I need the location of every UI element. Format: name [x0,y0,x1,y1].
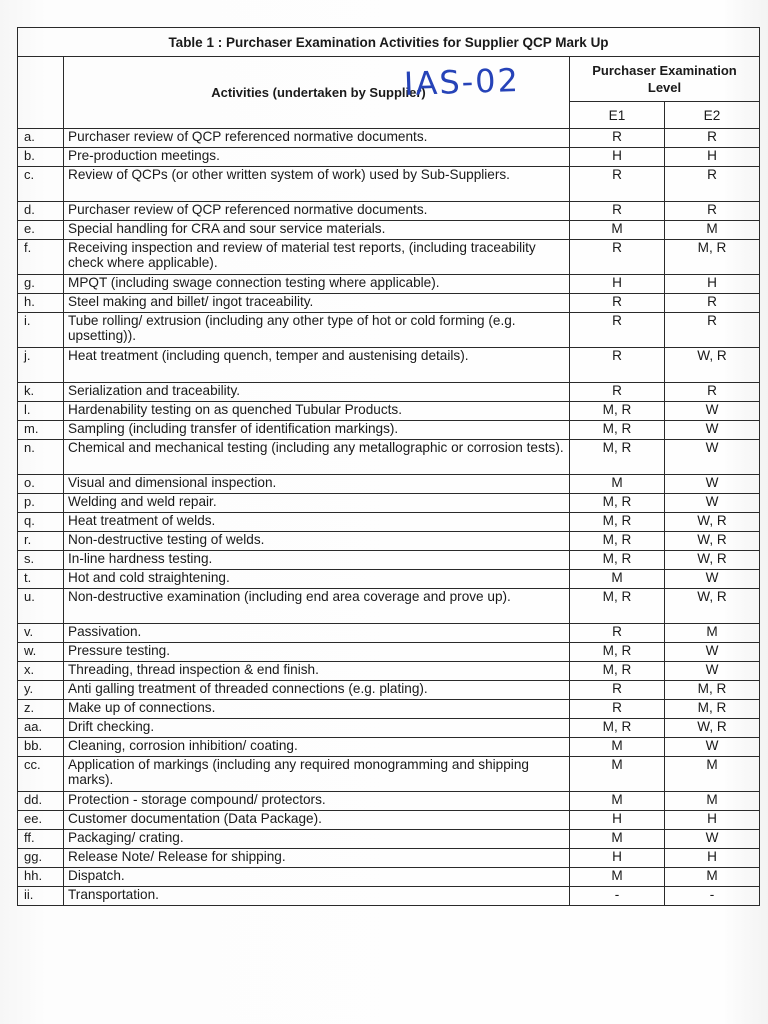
activity-cell: MPQT (including swage connection testing where applicable). [64,275,570,294]
table-row [18,532,760,551]
e1-cell: M, R [570,551,665,570]
activity-cell: Pressure testing. [64,643,570,662]
e1-cell: M, R [570,589,665,624]
e1-cell: R [570,681,665,700]
activity-cell: Customer documentation (Data Package). [64,811,570,830]
activity-cell: Non-destructive examination (including end area coverage and prove up). [64,589,570,624]
row-id: e. [18,221,64,240]
row-id: v. [18,624,64,643]
e2-cell: R [665,167,760,202]
e1-cell: H [570,849,665,868]
row-id: f. [18,240,64,275]
activities-table-body [18,129,760,906]
table-row [18,811,760,830]
activity-cell: Dispatch. [64,868,570,887]
activity-cell: Review of QCPs (or other written system of work) used by Sub-Suppliers. [64,167,570,202]
e1-cell: M, R [570,402,665,421]
e2-cell: W [665,570,760,589]
e1-cell: H [570,148,665,167]
activity-cell: Protection - storage compound/ protectors. [64,792,570,811]
table-row [18,738,760,757]
activity-cell: Hot and cold straightening. [64,570,570,589]
row-id: r. [18,532,64,551]
examination-activities-table [17,27,760,906]
e1-cell: R [570,383,665,402]
e1-cell: R [570,348,665,383]
e2-column-header: E2 [665,102,760,129]
e1-cell: R [570,167,665,202]
row-id: q. [18,513,64,532]
e2-cell: W, R [665,348,760,383]
e1-cell: M [570,738,665,757]
examination-level-header: Purchaser Examination Level [570,57,760,102]
e2-cell: R [665,202,760,221]
e1-cell: H [570,275,665,294]
activity-cell: Purchaser review of QCP referenced normative documents. [64,129,570,148]
activity-cell: Heat treatment of welds. [64,513,570,532]
e2-cell: M [665,792,760,811]
table-row [18,681,760,700]
e2-cell: W, R [665,513,760,532]
e2-cell: W [665,662,760,681]
activity-cell: Purchaser review of QCP referenced normative documents. [64,202,570,221]
row-id: hh. [18,868,64,887]
table-row [18,513,760,532]
e2-cell: M, R [665,700,760,719]
e2-cell: W [665,475,760,494]
e1-cell: M, R [570,494,665,513]
row-id: l. [18,402,64,421]
row-id: z. [18,700,64,719]
activity-cell: Serialization and traceability. [64,383,570,402]
e2-cell: M [665,868,760,887]
e2-cell: H [665,849,760,868]
table-title: Table 1 : Purchaser Examination Activities for Supplier QCP Mark Up [18,28,760,57]
table-row [18,662,760,681]
e1-cell: R [570,129,665,148]
table-row [18,440,760,475]
activity-cell: Hardenability testing on as quenched Tubular Products. [64,402,570,421]
row-id: g. [18,275,64,294]
row-id: bb. [18,738,64,757]
activity-cell: Anti galling treatment of threaded connections (e.g. plating). [64,681,570,700]
activity-cell: Drift checking. [64,719,570,738]
e1-column-header: E1 [570,102,665,129]
e1-cell: M, R [570,532,665,551]
e1-cell: R [570,294,665,313]
e1-cell: R [570,202,665,221]
e1-cell: M [570,757,665,792]
e1-cell: R [570,624,665,643]
row-id: d. [18,202,64,221]
row-id: a. [18,129,64,148]
table-row [18,240,760,275]
activity-cell: Tube rolling/ extrusion (including any other type of hot or cold forming (e.g. upsetting)). [64,313,570,348]
row-id: h. [18,294,64,313]
e1-cell: - [570,887,665,906]
table-row [18,475,760,494]
e2-cell: H [665,148,760,167]
e1-cell: M [570,868,665,887]
table-row [18,849,760,868]
e2-cell: M [665,624,760,643]
activity-cell: Make up of connections. [64,700,570,719]
activities-column-header [64,57,570,129]
table-row [18,830,760,849]
e2-cell: M [665,757,760,792]
row-id: k. [18,383,64,402]
row-id: y. [18,681,64,700]
activity-cell: Welding and weld repair. [64,494,570,513]
table-row [18,348,760,383]
row-id: ii. [18,887,64,906]
activity-cell: Non-destructive testing of welds. [64,532,570,551]
activities-header-label: Activities (undertaken by Supplier) [211,85,426,100]
e1-cell: H [570,811,665,830]
table-row [18,570,760,589]
table-row [18,402,760,421]
table-row [18,202,760,221]
e1-cell: M, R [570,513,665,532]
row-id: dd. [18,792,64,811]
e2-cell: H [665,275,760,294]
row-id: x. [18,662,64,681]
e1-cell: M [570,830,665,849]
e2-cell: R [665,294,760,313]
activity-cell: Special handling for CRA and sour service materials. [64,221,570,240]
row-id: u. [18,589,64,624]
row-id: c. [18,167,64,202]
e1-cell: R [570,700,665,719]
row-id: cc. [18,757,64,792]
activity-cell: Steel making and billet/ ingot traceability. [64,294,570,313]
table-row [18,421,760,440]
id-column-header [18,57,64,129]
table-row [18,643,760,662]
activity-cell: Passivation. [64,624,570,643]
e2-cell: W, R [665,589,760,624]
e1-cell: M, R [570,440,665,475]
row-id: b. [18,148,64,167]
e2-cell: R [665,129,760,148]
e1-cell: M [570,221,665,240]
table-row [18,383,760,402]
row-id: ee. [18,811,64,830]
activity-cell: Chemical and mechanical testing (including any metallographic or corrosion tests). [64,440,570,475]
e1-cell: M, R [570,421,665,440]
e2-cell: W [665,421,760,440]
table-row [18,148,760,167]
e1-cell: M [570,792,665,811]
row-id: ff. [18,830,64,849]
table-row [18,868,760,887]
table-row [18,700,760,719]
row-id: w. [18,643,64,662]
activity-cell: Visual and dimensional inspection. [64,475,570,494]
e2-cell: M, R [665,240,760,275]
activity-cell: Transportation. [64,887,570,906]
activity-cell: In-line hardness testing. [64,551,570,570]
table-row [18,719,760,738]
e2-cell: R [665,313,760,348]
activity-cell: Packaging/ crating. [64,830,570,849]
e1-cell: M, R [570,719,665,738]
table-row [18,294,760,313]
activity-cell: Threading, thread inspection & end finish. [64,662,570,681]
table-row [18,275,760,294]
table-row [18,792,760,811]
e2-cell: W [665,830,760,849]
e1-cell: M, R [570,662,665,681]
activity-cell: Pre-production meetings. [64,148,570,167]
table-row [18,129,760,148]
e2-cell: W, R [665,532,760,551]
row-id: n. [18,440,64,475]
table-row [18,624,760,643]
table-row [18,887,760,906]
e2-cell: H [665,811,760,830]
e2-cell: W, R [665,551,760,570]
e1-cell: R [570,240,665,275]
activity-cell: Release Note/ Release for shipping. [64,849,570,868]
table-row [18,757,760,792]
e1-cell: R [570,313,665,348]
row-id: p. [18,494,64,513]
row-id: gg. [18,849,64,868]
e2-cell: - [665,887,760,906]
activity-cell: Heat treatment (including quench, temper and austenising details). [64,348,570,383]
table-row [18,313,760,348]
e2-cell: M, R [665,681,760,700]
e2-cell: W [665,440,760,475]
e2-cell: W [665,494,760,513]
e1-cell: M, R [570,643,665,662]
e2-cell: W [665,643,760,662]
activity-cell: Receiving inspection and review of material test reports, (including traceability check where applicable). [64,240,570,275]
row-id: o. [18,475,64,494]
e2-cell: M [665,221,760,240]
e2-cell: R [665,383,760,402]
activity-cell: Sampling (including transfer of identification markings). [64,421,570,440]
handwritten-annotation: IAS-02 [403,60,521,104]
row-id: aa. [18,719,64,738]
row-id: j. [18,348,64,383]
table-row [18,589,760,624]
row-id: i. [18,313,64,348]
table-row [18,494,760,513]
e2-cell: W [665,402,760,421]
activity-cell: Cleaning, corrosion inhibition/ coating. [64,738,570,757]
e1-cell: M [570,475,665,494]
row-id: t. [18,570,64,589]
e2-cell: W [665,738,760,757]
table-row [18,221,760,240]
row-id: s. [18,551,64,570]
table-row [18,167,760,202]
e2-cell: W, R [665,719,760,738]
e1-cell: M [570,570,665,589]
table-row [18,551,760,570]
activity-cell: Application of markings (including any required monogramming and shipping marks). [64,757,570,792]
row-id: m. [18,421,64,440]
